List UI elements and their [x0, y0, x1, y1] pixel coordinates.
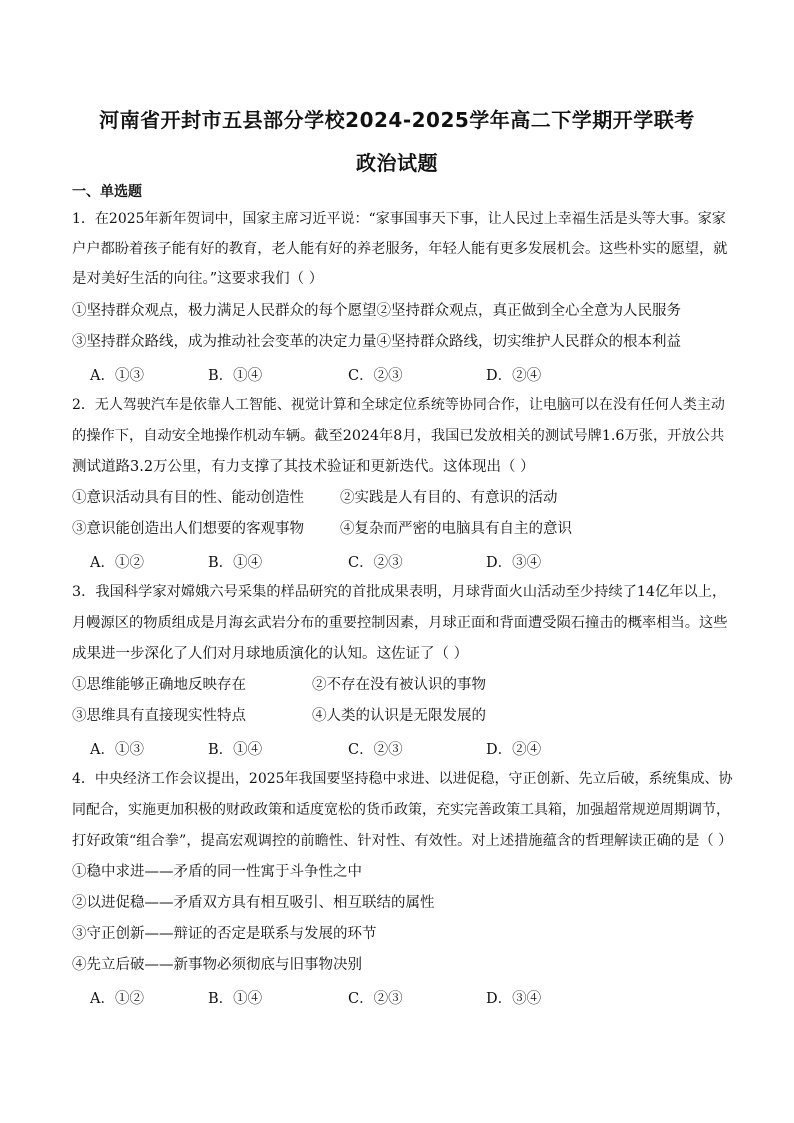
- q4-stem-line: 同配合，实施更加积极的财政政策和适度宽松的货币政策，充实完善政策工具箱，加强超常规逆周期调节，: [72, 802, 730, 818]
- q4-option-a[interactable]: A．①②: [90, 991, 144, 1007]
- q4-option-b[interactable]: B．①④: [208, 991, 263, 1007]
- q4-statement: ③守正创新——辩证的否定是联系与发展的环节: [72, 926, 377, 942]
- q4-option-d[interactable]: D．③④: [486, 991, 542, 1007]
- q4-statement: ①稳中求进——矛盾的同一性寓于斗争性之中: [72, 864, 362, 880]
- q2-stem-line: 测试道路3.2万公里，有力支撑了其技术验证和更新迭代。这体现出（ ）: [72, 459, 535, 475]
- q3-statement: ①思维能够正确地反映存在: [72, 677, 246, 693]
- section-label: 一、单选题: [72, 184, 142, 200]
- q3-statement: ④人类的认识是无限发展的: [312, 708, 486, 724]
- q4-stem-line: 打好政策“组合拳”，提高宏观调控的前瞻性、针对性、有效性。对上述措施蕴含的哲理解读正确的是（ ）: [72, 833, 733, 849]
- q4-statement: ②以进促稳——矛盾双方具有相互吸引、相互联结的属性: [72, 895, 435, 911]
- q2-option-c[interactable]: C．②③: [348, 555, 403, 571]
- q1-statement: ①坚持群众观点，极力满足人民群众的每个愿望②坚持群众观点，真正做到全心全意为人民服务: [72, 303, 681, 319]
- q3-option-c[interactable]: C．②③: [348, 742, 403, 758]
- q2-option-b[interactable]: B．①④: [208, 555, 263, 571]
- q2-option-a[interactable]: A．①②: [90, 555, 144, 571]
- q2-statement: ②实践是人有目的、有意识的活动: [340, 490, 558, 506]
- q2-statement: ④复杂而严密的电脑具有自主的意识: [340, 521, 572, 537]
- q4-option-c[interactable]: C．②③: [348, 991, 403, 1007]
- q1-stem-line: 户户都盼着孩子能有好的教育，老人能有好的养老服务，年轻人能有更多发展机会。这些朴实的愿望，就: [72, 241, 728, 257]
- q1-stem-line: 1．在2025年新年贺词中，国家主席习近平说：“家事国事天下事，让人民过上幸福生活是头等大事。家家: [72, 211, 726, 227]
- q2-statement: ①意识活动具有目的性、能动创造性: [72, 490, 304, 506]
- q3-option-d[interactable]: D．②④: [486, 742, 542, 758]
- q2-stem-line: 2．无人驾驶汽车是依靠人工智能、视觉计算和全球定位系统等协同合作，让电脑可以在没有任何人类主动: [72, 397, 725, 413]
- q1-option-d[interactable]: D．②④: [486, 368, 542, 384]
- page-subtitle: 政治试题: [356, 151, 438, 175]
- q4-stem-line: 4．中央经济工作会议提出，2025年我国要坚持稳中求进、以进促稳，守正创新、先立后破，系统集成、协: [72, 771, 733, 787]
- q4-statement: ④先立后破——新事物必须彻底与旧事物决别: [72, 957, 362, 973]
- q3-stem-line: 成果进一步深化了人们对月球地质演化的认知。这佐证了（ ）: [72, 646, 469, 662]
- q2-stem-line: 的操作下，自动安全地操作机动车辆。截至2024年8月，我国已发放相关的测试号牌1.6万张，开放公共: [72, 428, 725, 444]
- q1-option-a[interactable]: A．①③: [90, 368, 144, 384]
- q1-option-b[interactable]: B．①④: [208, 368, 263, 384]
- q2-option-d[interactable]: D．③④: [486, 555, 542, 571]
- q1-option-c[interactable]: C．②③: [348, 368, 403, 384]
- q3-stem-line: 月幔源区的物质组成是月海玄武岩分布的重要控制因素，月球正面和背面遭受陨石撞击的概率相当。这些: [72, 615, 728, 631]
- q1-statement: ③坚持群众路线，成为推动社会变革的决定力量④坚持群众路线，切实维护人民群众的根本利益: [72, 334, 681, 350]
- q3-option-b[interactable]: B．①④: [208, 742, 263, 758]
- q3-stem-line: 3．我国科学家对嫦娥六号采集的样品研究的首批成果表明，月球背面火山活动至少持续了14亿年以上，: [72, 584, 727, 600]
- q3-statement: ②不存在没有被认识的事物: [312, 677, 486, 693]
- page-title: 河南省开封市五县部分学校2024-2025学年高二下学期开学联考: [99, 108, 695, 132]
- q3-option-a[interactable]: A．①③: [90, 742, 144, 758]
- q1-stem-line: 是对美好生活的向往。”这要求我们（ ）: [72, 271, 324, 287]
- q3-statement: ③思维具有直接现实性特点: [72, 708, 246, 724]
- q2-statement: ③意识能创造出人们想要的客观事物: [72, 521, 304, 537]
